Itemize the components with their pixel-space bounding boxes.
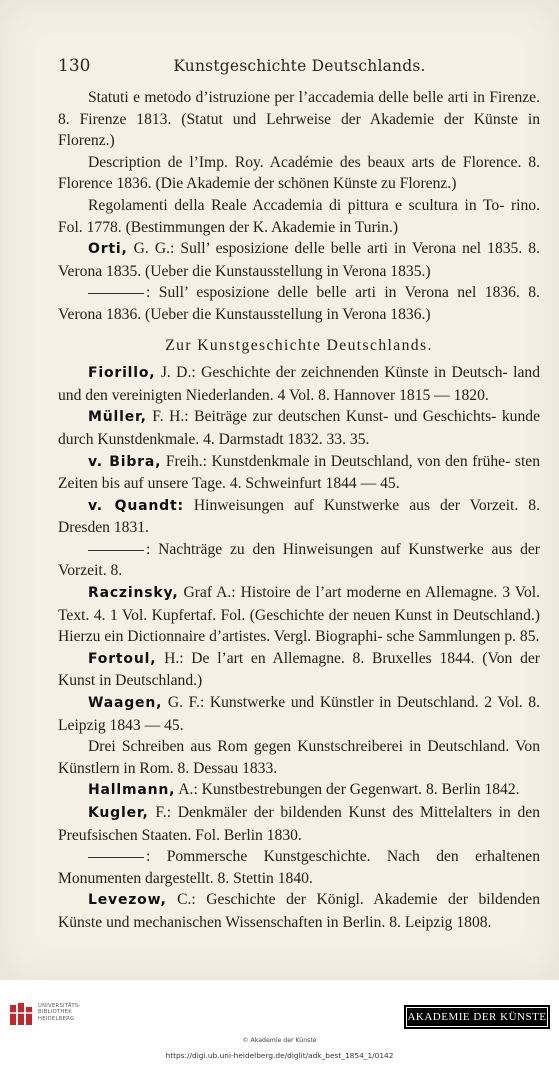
bibliography-entry <box>58 539 540 582</box>
entry-list-italian <box>58 87 540 326</box>
entry-list-german <box>58 362 540 933</box>
academy-label: AKADEMIE DER KÜNSTE <box>406 1007 548 1027</box>
entry-text: : Nachträge zu den Hinweisungen auf Kunstwerke aus der Vorzeit. 8. <box>58 540 540 580</box>
entry-author: Fortoul, <box>88 650 157 667</box>
bibliography-entry <box>58 451 540 495</box>
entry-author: v. Bibra, <box>88 453 162 470</box>
page-number: 130 <box>58 56 91 76</box>
bibliography-entry <box>58 736 540 779</box>
entry-text: Freih.: Kunstdenkmale in Deutschland, von den frühe- sten Zeiten bis auf unsere Tage. 4. Schweinfurt 1844 — 45. <box>58 452 540 493</box>
copyright-notice: © Akademie der Künste <box>242 1037 317 1044</box>
bibliography-entry <box>58 846 540 889</box>
entry-text: F. H.: Beiträge zur deutschen Kunst- und Geschichts- kunde durch Kunstdenkmale. 4. Darmstadt 1832. 33. 35. <box>58 408 540 448</box>
entry-text: H.: De l’art en Allemagne. 8. Bruxelles 1844. (Von der Kunst in Deutschland.) <box>58 649 540 690</box>
entry-author: Raczinsky, <box>88 585 179 602</box>
bibliography-entry <box>58 406 540 450</box>
bibliography-entry <box>58 802 540 846</box>
page-header <box>58 56 541 78</box>
ditto-dash <box>88 293 144 294</box>
entry-text: G. F.: Kunstwerke und Künstler in Deutschland. 2 Vol. 8. Leipzig 1843 — 45. <box>58 694 540 734</box>
entry-text: Drei Schreiben aus Rom gegen Kunstschreiberei in Deutschland. Von Künstlern in Rom. 8. Dessau 1833. <box>58 738 540 777</box>
entry-author: Hallmann, <box>88 782 176 799</box>
entry-text: : Sull’ esposizione delle belle arti in Verona nel 1836. 8. Verona 1836. (Ueber die Kunstausstellung in Verona 1836.) <box>58 284 540 323</box>
bibliography-entry <box>58 87 540 152</box>
entry-author: v. Quandt: <box>88 497 184 514</box>
ub-heidelberg-logo-icon[interactable] <box>8 1001 34 1027</box>
bibliography-entry <box>58 282 540 325</box>
bibliography-entry <box>58 238 540 282</box>
entry-text: C.: Geschichte der Königl. Akademie der bildenden Künste und mechanischen Wissenschaften in Berlin. 8. Leipzig 1808. <box>58 891 540 931</box>
bibliography-entry <box>58 692 540 736</box>
academy-logo[interactable] <box>404 1005 550 1029</box>
ditto-dash <box>88 857 144 858</box>
entry-text: Description de l’Imp. Roy. Académie des beaux arts de Florence. 8. Florence 1836. (Die Akademie der schönen Künste zu Florenz.) <box>58 153 540 193</box>
entry-author: Kugler, <box>88 805 149 821</box>
running-title: Kunstgeschichte Deutschlands. <box>173 57 426 75</box>
entry-text: : Pommersche Kunstgeschichte. Nach den erhaltenen Monumenten dargestellt. 8. Stettin 1840. <box>58 848 540 887</box>
ditto-dash <box>88 550 144 551</box>
entry-text: F.: Denkmäler der bildenden Kunst des Mittelalters in den Preufsischen Staaten. Fol. Berlin 1830. <box>58 804 540 844</box>
bibliography-entry <box>58 195 540 238</box>
bibliography-entry <box>58 152 540 195</box>
entry-text: Graf A.: Histoire de l’art moderne en Allemagne. 3 Vol. Text. 4. 1 Vol. Kupfertaf. Fol. (Geschichte der neuen Kunst in Deutschland.) Hierzu ein Dictionnaire d’artistes. Vergl. Biographi- sche Sammlungen p. 85. <box>58 584 540 646</box>
entry-author: Waagen, <box>88 695 163 712</box>
entry-author: Levezow, <box>88 892 167 909</box>
bibliography-entry <box>58 889 540 933</box>
bibliography-entry <box>58 495 540 539</box>
bibliography-entry <box>58 582 540 648</box>
viewer-footer <box>0 995 559 1065</box>
entry-author: Orti, <box>88 241 128 258</box>
entry-text: J. D.: Geschichte der zeichnenden Künste in Deutsch- land und den vereinigten Niederlanden. 4 Vol. 8. Hannover 1815 — 1820. <box>58 364 540 404</box>
entry-text: Regolamenti della Reale Accademia di pittura e scultura in To- rino. Fol. 1778. (Bestimmungen der K. Akademie in Turin.) <box>58 196 540 236</box>
bibliography-text <box>58 87 540 934</box>
entry-text: Hinweisungen auf Kunstwerke aus der Vorzeit. 8. Dresden 1831. <box>58 496 540 537</box>
bibliography-entry <box>58 648 540 692</box>
entry-text: Statuti e metodo d’istruzione per l’accademia delle belle arti in Firenze. 8. Firenze 1813. (Statut und Lehrweise der Akademie der Künste in Florenz.) <box>58 89 540 150</box>
source-url[interactable]: https://digi.ub.uni-heidelberg.de/diglit/adk_best_1854_1/0142 <box>165 1051 394 1060</box>
library-name[interactable]: UNIVERSITÄTS- BIBLIOTHEK HEIDELBERG <box>38 1003 81 1022</box>
entry-text: A.: Kunstbestrebungen der Gegenwart. 8. Berlin 1842. <box>175 781 520 799</box>
entry-author: Fiorillo, <box>88 365 156 382</box>
entry-text: G. G.: Sull’ esposizione delle belle arti in Verona nel 1835. 8. Verona 1835. (Ueber die Kunstausstellung in Verona 1835.) <box>58 240 540 280</box>
entry-author: Müller, <box>88 409 147 426</box>
bibliography-entry <box>58 362 540 406</box>
bibliography-entry <box>58 779 540 802</box>
section-heading: Zur Kunstgeschichte Deutschlands. <box>165 336 433 354</box>
